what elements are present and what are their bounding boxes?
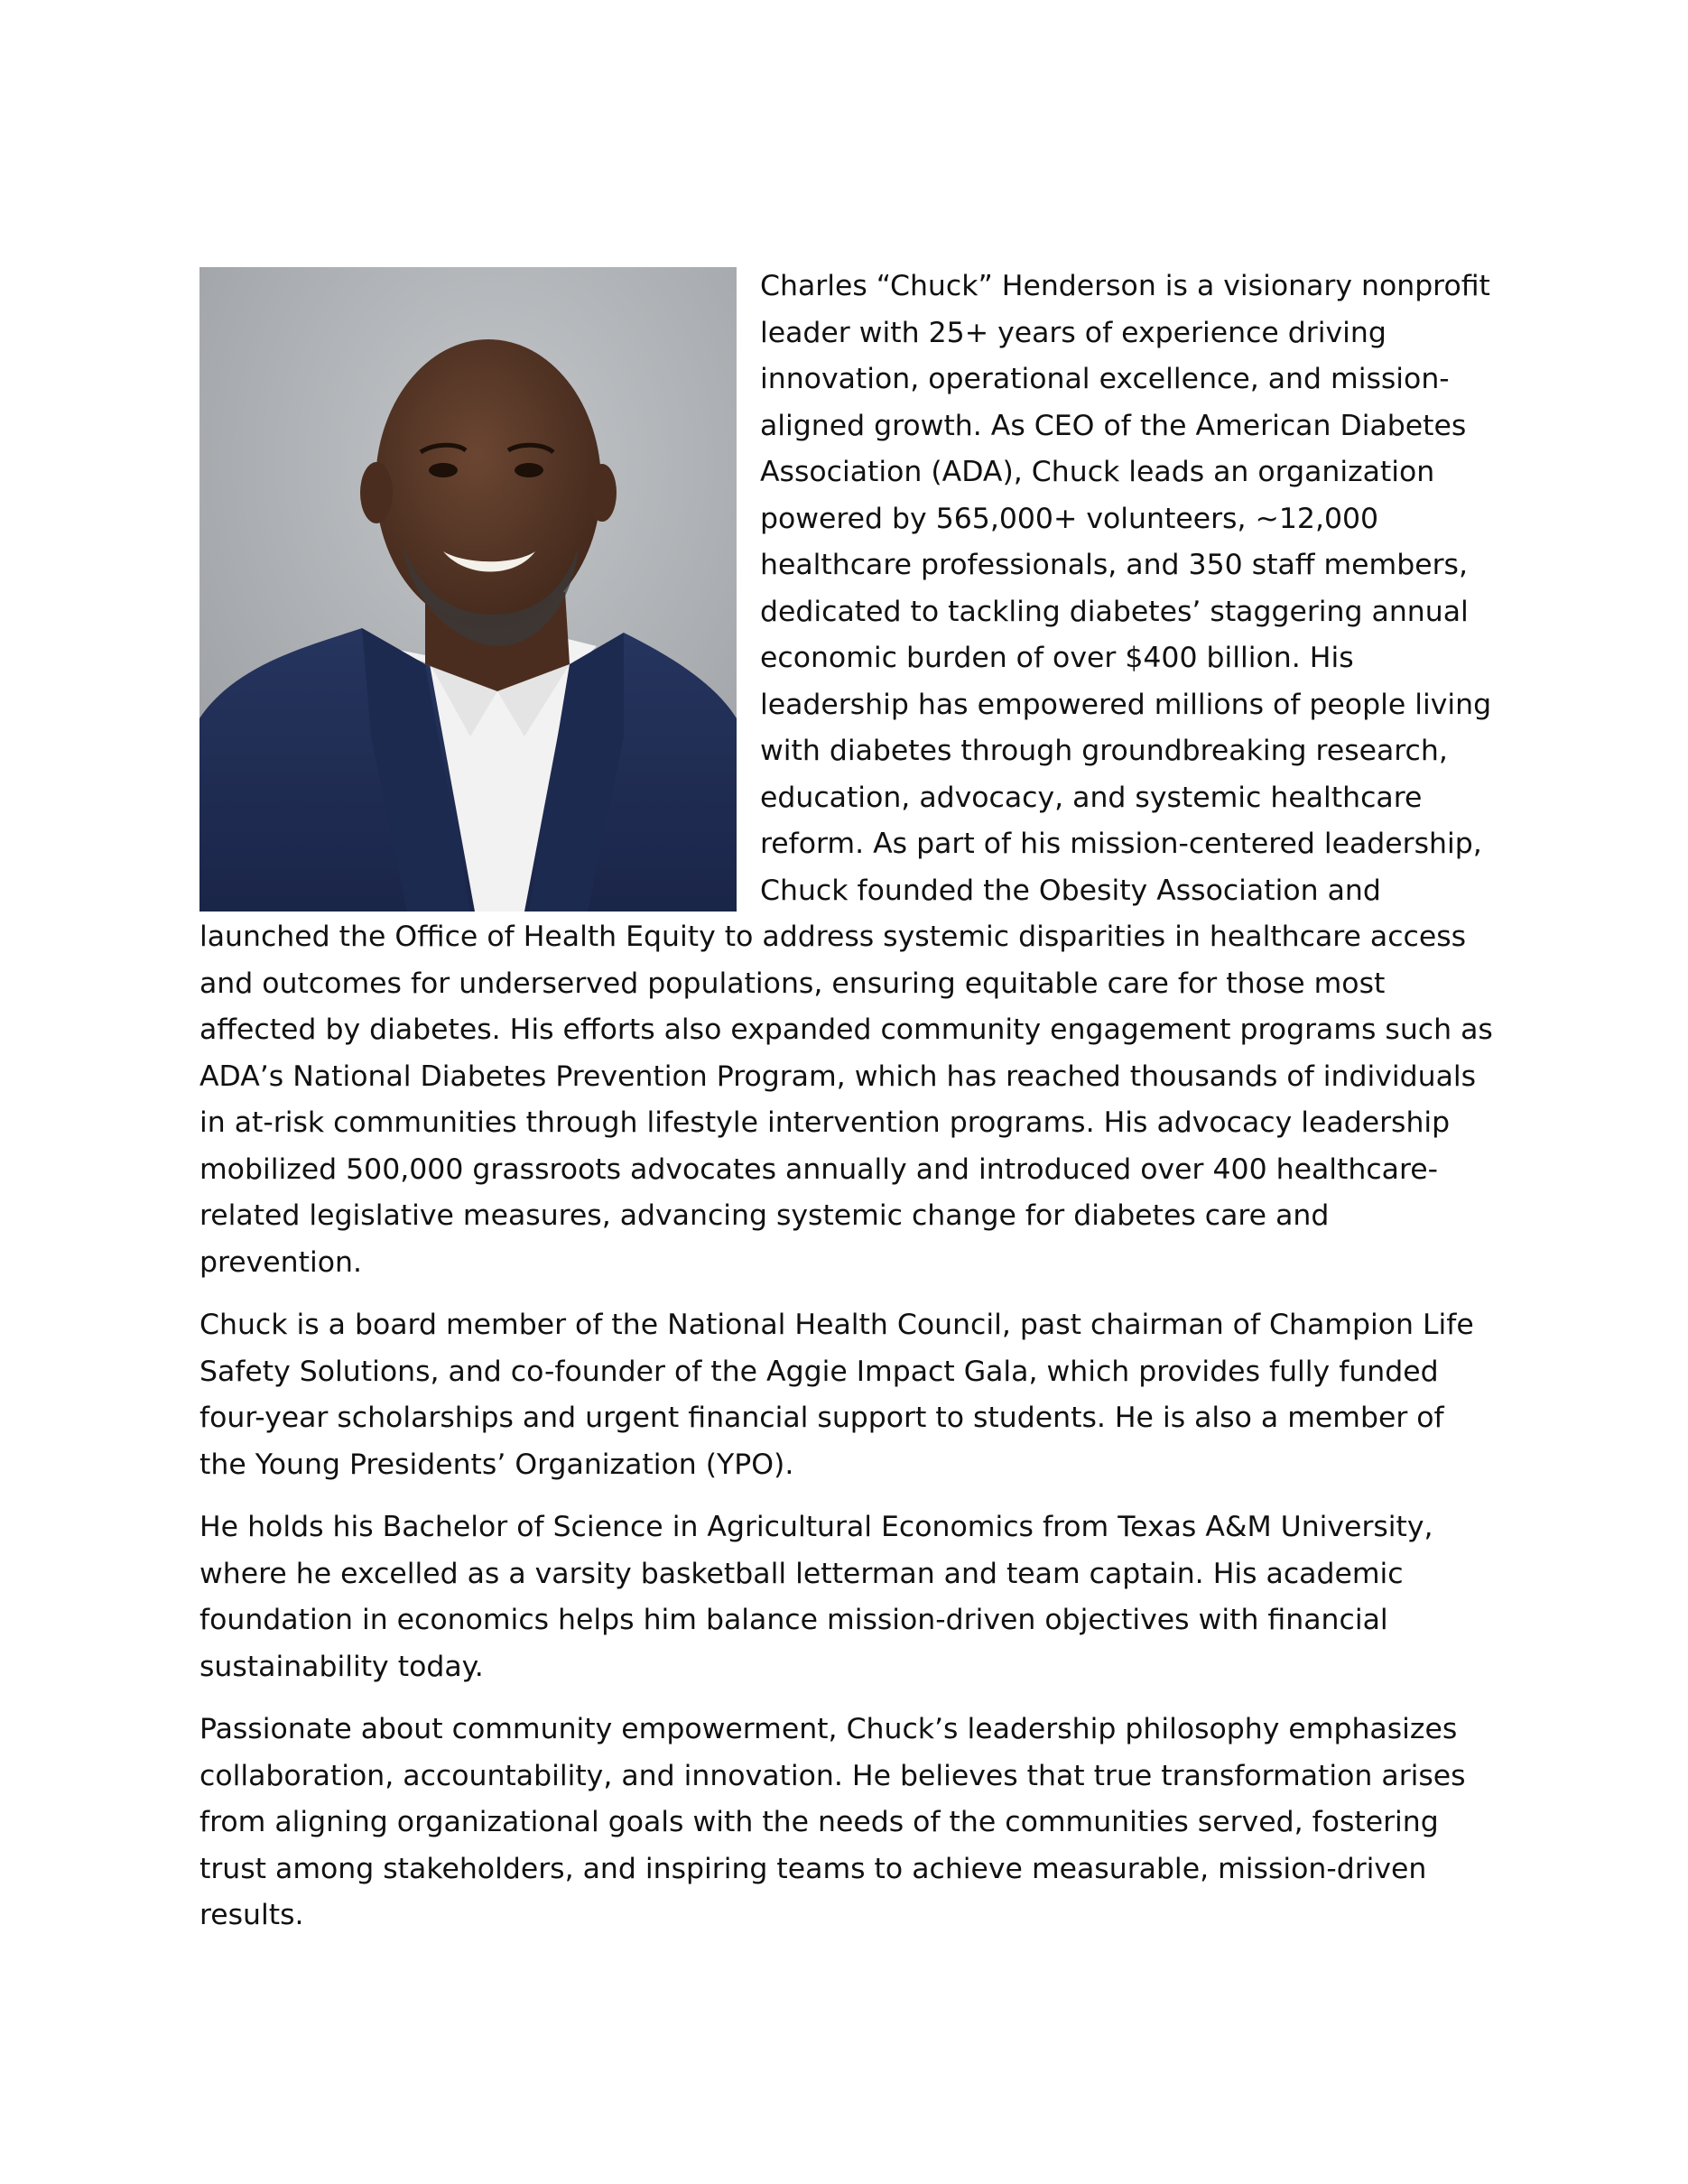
bio-paragraph-3: He holds his Bachelor of Science in Agricultural Economics from Texas A&M University, where he excelled as a varsity basketball letterman and team captain. His academic foundation in economics helps him balance mission-driven objectives with financial sustainability today.	[199, 1511, 1433, 1683]
bio-paragraph-4: Passionate about community empowerment, Chuck’s leadership philosophy emphasizes collaboration, accountability, and innovation. He believes that true transformation arises from aligning organizational goals with the needs of the communities served, fostering trust among stakeholders, and inspiring teams to achieve measurable, mission-driven results.	[199, 1713, 1466, 1931]
bio-paragraph-2: Chuck is a board member of the National Health Council, past chairman of Champion Life Safety Solutions, and co-founder of the Aggie Impact Gala, which provides fully funded four-year scholarships and urgent financial support to students. He is also a member of the Young Presidents’ Organization (YPO).	[199, 1309, 1474, 1481]
bio-paragraph-1: Charles “Chuck” Henderson is a visionary nonprofit leader with 25+ years of experience driving innovation, operational excellence, and mission-aligned growth. As CEO of the American Diabetes Association (ADA), Chuck leads an organization powered by 565,000+ volunteers, ~12,000 healthcare professionals, and 350 staff members, dedicated to tackling diabetes’ staggering annual economic burden of over $400 billion. His leadership has empowered millions of people living with diabetes through groundbreaking research, education, advocacy, and systemic healthcare reform. As part of his mission-centered leadership, Chuck founded the Obesity Association and launched the Office of Health Equity to address systemic disparities in healthcare access and outcomes for underserved populations, ensuring equitable care for those most affected by diabetes. His efforts also expanded community engagement programs such as ADA’s National Diabetes Prevention Program, which has reached thousands of individuals in at-risk communities through lifestyle intervention programs. His advocacy leadership mobilized 500,000 grassroots advocates annually and introduced over 400 healthcare-related legislative measures, advancing systemic change for diabetes care and prevention.	[199, 270, 1493, 1279]
portrait-photo	[199, 267, 737, 912]
bio-content	[199, 264, 1499, 1956]
